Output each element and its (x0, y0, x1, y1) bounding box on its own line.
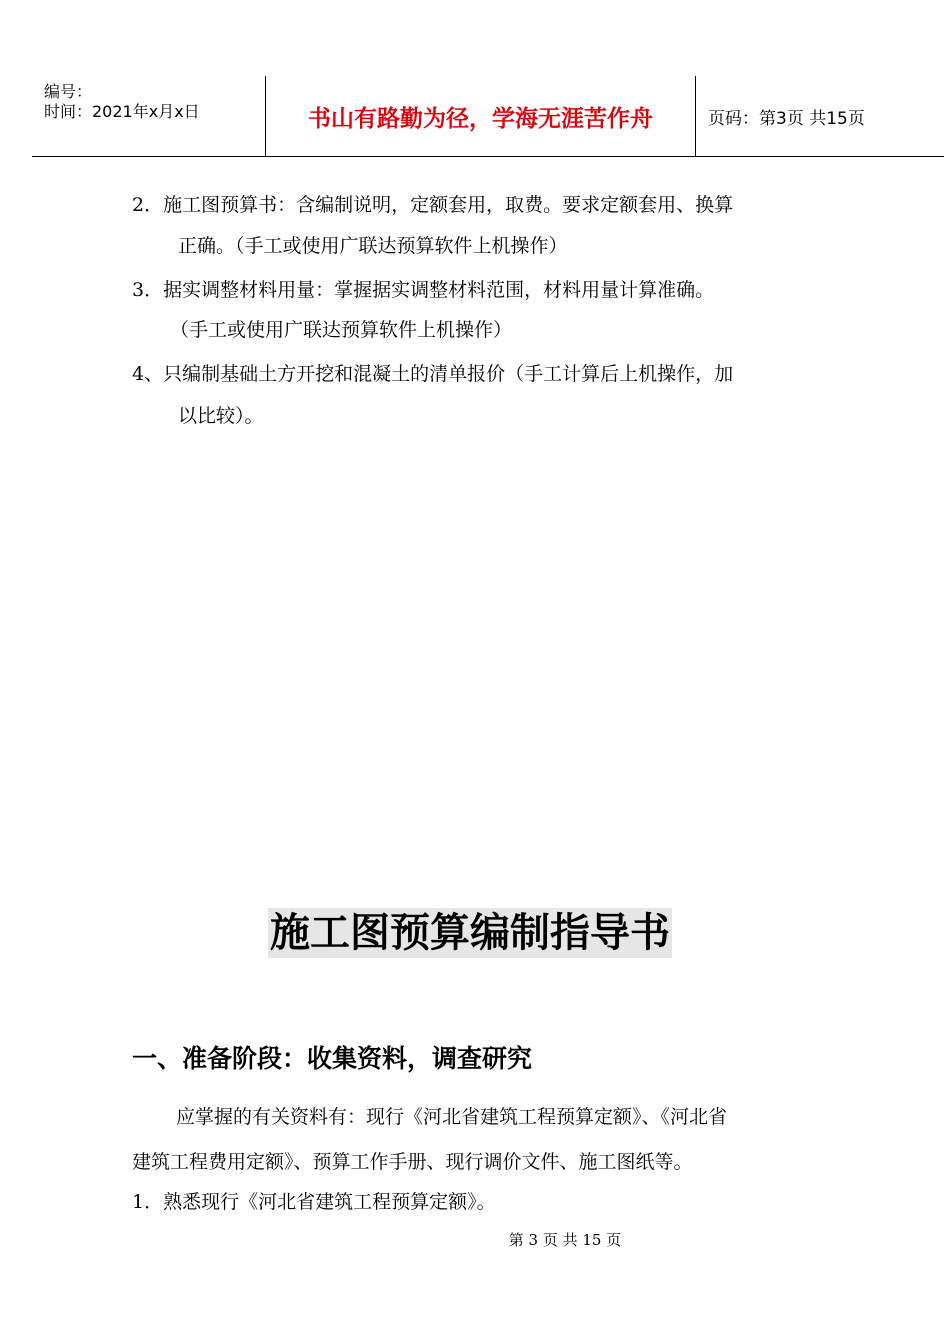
section-heading: 一、准备阶段：收集资料，调查研究 (132, 1044, 533, 1073)
serial-label: 编号： (44, 82, 93, 101)
page-header (32, 76, 944, 157)
list-item-4-line2: 以比较）。 (178, 405, 264, 427)
document-title: 施工图预算编制指导书 (270, 910, 670, 956)
list-item-2-line2: 正确。（手工或使用广联达预算软件上机操作） (178, 235, 568, 257)
paragraph-line2: 建筑工程费用定额》、预算工作手册、现行调价文件、施工图纸等。 (132, 1151, 693, 1173)
header-motto: 书山有路勤为径，学海无涯苦作舟 (266, 76, 696, 156)
list-item-4-line1: 4、只编制基础土方开挖和混凝土的清单报价（手工计算后上机操作，加 (132, 363, 734, 385)
header-meta (32, 76, 266, 156)
page-footer: 第 3 页 共 15 页 (508, 1231, 622, 1249)
header-page-info: 页码：第3页 共15页 (708, 108, 865, 129)
list-item-3-line2: （手工或使用广联达预算软件上机操作） (170, 319, 513, 341)
list-item-3-line1: 3．据实调整材料用量：掌握据实调整材料范围，材料用量计算准确。 (132, 279, 715, 301)
list-item-2-line1: 2．施工图预算书：含编制说明，定额套用，取费。要求定额套用、换算 (132, 194, 734, 216)
time-label: 时间：2021年x月x日 (44, 102, 200, 121)
paragraph-line1: 应掌握的有关资料有：现行《河北省建筑工程预算定额》、《河北省 (176, 1106, 728, 1128)
section-item-1: 1．熟悉现行《河北省建筑工程预算定额》。 (132, 1191, 496, 1213)
